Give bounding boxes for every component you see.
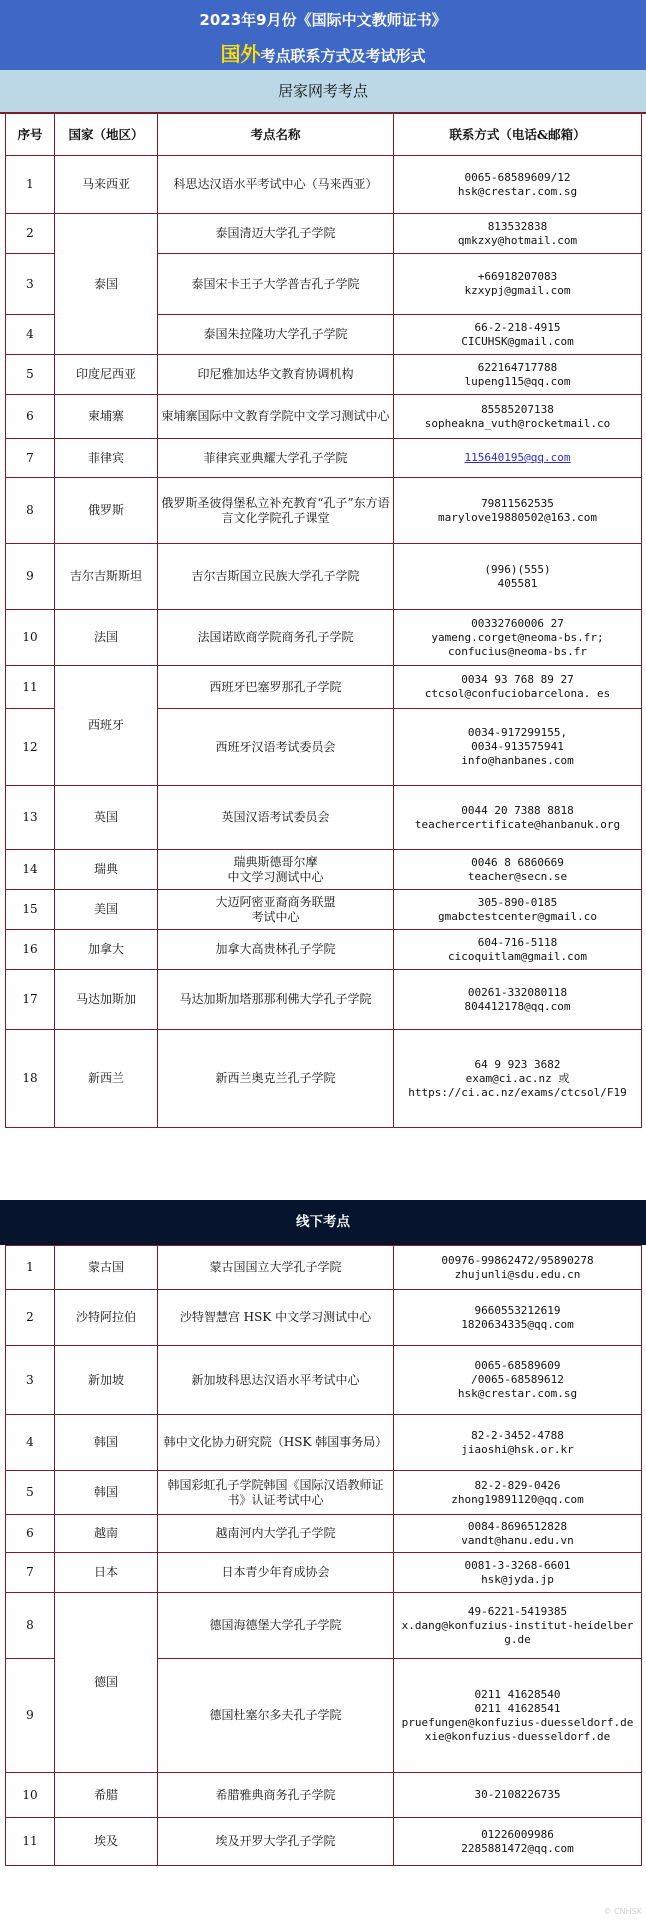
row-number-text: 7 — [26, 450, 34, 465]
subtitle-highlight: 国外 — [220, 42, 261, 66]
country-cell-text: 沙特阿拉伯 — [75, 1310, 136, 1324]
page-title: 2023年9月份《国际中文教师证书》 — [199, 11, 447, 29]
table-row — [6, 1290, 642, 1346]
contact-info — [394, 1346, 642, 1415]
country-cell — [55, 850, 158, 890]
contact-info — [394, 610, 642, 666]
center-name — [158, 1246, 394, 1290]
country-cell — [55, 1773, 158, 1818]
country-cell — [55, 1515, 158, 1553]
center-name-text: 吉尔吉斯国立民族大学孔子学院 — [191, 569, 360, 583]
country-cell-text: 希腊 — [93, 1787, 118, 1802]
table-row — [6, 1818, 642, 1866]
row-number-text: 12 — [22, 739, 38, 754]
contact-info — [394, 1659, 642, 1773]
contact-line: 0065-68589609 — [474, 1359, 561, 1372]
row-number — [6, 1030, 55, 1128]
country-cell-text: 日本 — [93, 1565, 118, 1579]
offline-exam-table — [5, 1245, 642, 1866]
country-cell-text: 埃及 — [93, 1834, 118, 1848]
country-cell — [55, 786, 158, 850]
contact-line: gmabctestcenter@gmail.co — [438, 909, 597, 923]
table-row — [6, 1515, 642, 1553]
row-number — [6, 1415, 55, 1471]
country-cell — [55, 355, 158, 395]
row-number-text: 10 — [22, 630, 38, 644]
country-cell — [55, 395, 158, 439]
center-name — [158, 1415, 394, 1471]
center-name — [158, 1659, 394, 1773]
contact-line: ctcsol@confuciobarcelona. es — [424, 687, 611, 700]
country-cell — [55, 930, 158, 970]
contact-info — [394, 970, 642, 1030]
contact-line: 405581 — [497, 576, 538, 590]
center-name — [158, 315, 394, 355]
row-number-text: 9 — [26, 1708, 34, 1722]
country-cell-text: 新加坡 — [87, 1372, 124, 1387]
row-number-text: 14 — [22, 862, 38, 876]
center-name — [158, 850, 394, 890]
table-row — [6, 1346, 642, 1415]
center-name — [158, 214, 394, 254]
contact-line: 1820634335@qq.com — [461, 1317, 574, 1331]
country-cell — [55, 544, 158, 610]
country-cell-text: 新西兰 — [87, 1071, 124, 1085]
subtitle-rest: 考点联系方式及考试形式 — [260, 47, 426, 65]
contact-line: jiaoshi@hsk.or.kr — [461, 1442, 574, 1456]
center-name — [158, 439, 394, 478]
contact-line: exam@ci.ac.nz 或 — [465, 1071, 570, 1085]
contact-line: 00332760006 27 — [471, 616, 564, 630]
home-section-title: 居家网考考点 — [0, 70, 646, 114]
contact-info — [394, 786, 642, 850]
contact-info — [394, 709, 642, 786]
row-number — [6, 890, 55, 930]
center-name-text: 加拿大高贵林孔子学院 — [215, 942, 336, 956]
row-number-text: 3 — [26, 276, 34, 291]
contact-info — [394, 478, 642, 544]
row-number-text: 5 — [26, 367, 34, 381]
contact-line: vandt@hanu.edu.vn — [461, 1533, 574, 1547]
contact-line: x.dang@konfuzius-institut-heidelberg.de — [401, 1618, 634, 1646]
country-cell — [55, 1818, 158, 1866]
country-cell-text: 西班牙 — [87, 718, 124, 732]
contact-info — [394, 1553, 642, 1593]
contact-line: 49-6221-5419385 — [467, 1604, 568, 1618]
center-name — [158, 1773, 394, 1818]
row-number — [6, 1246, 55, 1290]
table-row — [6, 930, 642, 970]
contact-line: 0034 93 768 89 27 — [461, 673, 574, 686]
column-header: 联系方式（电话&邮箱） — [394, 113, 642, 156]
contact-line: lupeng115@qq.com — [464, 374, 571, 388]
row-number — [6, 610, 55, 666]
country-cell-text: 马来西亚 — [81, 177, 130, 191]
contact-info — [394, 1471, 642, 1515]
contact-line: 66-2-218-4915 — [474, 320, 561, 334]
country-cell — [55, 1290, 158, 1346]
center-name — [158, 1346, 394, 1415]
contact-info — [394, 544, 642, 610]
contact-line: 85585207138 — [481, 402, 554, 416]
country-cell — [55, 478, 158, 544]
contact-info — [394, 1515, 642, 1553]
contact-line: https://ci.ac.nz/exams/ctcsol/F19 — [408, 1085, 627, 1099]
center-name-text: 泰国清迈大学孔子学院 — [215, 226, 336, 240]
table-row — [6, 786, 642, 850]
center-name — [158, 709, 394, 786]
table-row — [6, 355, 642, 395]
country-cell — [55, 1553, 158, 1593]
row-number — [6, 478, 55, 544]
table-row — [6, 890, 642, 930]
country-cell — [55, 666, 158, 786]
row-number-text: 11 — [22, 679, 38, 694]
table-row — [6, 214, 642, 254]
row-number-text: 9 — [26, 569, 34, 583]
contact-line: kzxypj@gmail.com — [464, 284, 571, 297]
country-cell — [55, 439, 158, 478]
center-name — [158, 930, 394, 970]
center-name — [158, 666, 394, 709]
center-name-text: 德国海德堡大学孔子学院 — [209, 1618, 342, 1632]
contact-info — [394, 439, 642, 478]
table-row — [6, 1246, 642, 1290]
row-number — [6, 544, 55, 610]
country-cell-text: 印度尼西亚 — [75, 367, 136, 381]
watermark: © CNHSK — [603, 1907, 642, 1916]
contact-info — [394, 1246, 642, 1290]
row-number — [6, 1553, 55, 1593]
contact-line: teachercertificate@hanbanuk.org — [414, 817, 621, 831]
center-name — [158, 478, 394, 544]
center-name — [158, 1030, 394, 1128]
center-name-text: 埃及开罗大学孔子学院 — [215, 1834, 336, 1848]
table-row — [6, 156, 642, 214]
row-number — [6, 156, 55, 214]
contact-line: zhujunli@sdu.edu.cn — [454, 1267, 581, 1281]
contact-line: 00976-99862472/95890278 — [441, 1253, 594, 1267]
center-name-text: 马达加斯加塔那那利佛大学孔子学院 — [179, 992, 372, 1006]
row-number-text: 6 — [26, 409, 34, 423]
contact-line: 622164717788 — [477, 360, 558, 374]
center-name — [158, 395, 394, 439]
row-number — [6, 1593, 55, 1659]
contact-line: 0034-913575941 — [471, 740, 564, 753]
row-number — [6, 355, 55, 395]
row-number-text: 18 — [22, 1071, 38, 1085]
center-name-text: 印尼雅加达华文教育协调机构 — [197, 367, 354, 381]
row-number-text: 5 — [26, 1485, 34, 1499]
contact-line: 804412178@qq.com — [464, 999, 571, 1013]
center-name-text: 俄罗斯圣彼得堡私立补充教育“孔子”东方语言文化学院孔子课堂 — [161, 495, 390, 525]
contact-line: 30-2108226735 — [474, 1788, 561, 1801]
center-name — [158, 890, 394, 930]
center-name-text: 科思达汉语水平考试中心（马来西亚） — [173, 177, 378, 191]
country-cell-text: 韩国 — [93, 1435, 118, 1449]
contact-line: 604-716-5118 — [477, 935, 558, 949]
country-cell — [55, 1346, 158, 1415]
contact-info — [394, 850, 642, 890]
contact-info — [394, 1415, 642, 1471]
country-cell-text: 瑞典 — [93, 862, 118, 876]
contact-info — [394, 395, 642, 439]
contact-line: 0081-3-3268-6601 — [464, 1558, 571, 1572]
table-row — [6, 439, 642, 478]
contact-line: 0034-917299155, — [467, 726, 568, 739]
row-number — [6, 930, 55, 970]
row-number-text: 4 — [26, 327, 34, 341]
contact-line: confucius@neoma-bs.fr — [447, 644, 588, 658]
row-number — [6, 439, 55, 478]
center-name-text: 泰国朱拉隆功大学孔子学院 — [203, 327, 348, 341]
row-number — [6, 1515, 55, 1553]
contact-info — [394, 930, 642, 970]
contact-line: sopheakna_vuth@rocketmail.co — [424, 416, 611, 430]
contact-line[interactable]: 115640195@qq.com — [464, 451, 571, 464]
center-name-text: 瑞典斯德哥尔摩 — [233, 854, 318, 869]
contact-line: 813532838 — [487, 219, 548, 233]
center-name-text: 泰国宋卡王子大学普吉孔子学院 — [191, 276, 360, 291]
country-cell — [55, 1593, 158, 1773]
center-name — [158, 610, 394, 666]
contact-info — [394, 1818, 642, 1866]
center-name — [158, 1818, 394, 1866]
country-cell-text: 韩国 — [93, 1485, 118, 1499]
center-name — [158, 1471, 394, 1515]
center-name-text: 德国杜塞尔多夫孔子学院 — [209, 1708, 342, 1722]
row-number — [6, 850, 55, 890]
table-row — [6, 395, 642, 439]
column-header: 考点名称 — [158, 113, 394, 156]
contact-line: teacher@secn.se — [467, 869, 568, 883]
contact-info — [394, 1290, 642, 1346]
row-number — [6, 970, 55, 1030]
row-number-text: 4 — [26, 1435, 34, 1449]
center-name — [158, 1290, 394, 1346]
center-name — [158, 786, 394, 850]
contact-info — [394, 890, 642, 930]
contact-line: 9660553212619 — [474, 1303, 561, 1317]
table-row — [6, 544, 642, 610]
center-name-text: 英国汉语考试委员会 — [221, 810, 330, 824]
row-number — [6, 666, 55, 709]
center-name-text: 大迈阿密亚裔商务联盟 — [215, 894, 336, 909]
row-number — [6, 1290, 55, 1346]
page-header — [0, 0, 646, 70]
center-name-text: 新加坡科思达汉语水平考试中心 — [191, 1372, 360, 1387]
row-number-text: 16 — [22, 942, 38, 956]
row-number-text: 8 — [26, 1618, 34, 1632]
country-cell-text: 菲律宾 — [87, 450, 124, 465]
country-cell-text: 吉尔吉斯斯坦 — [69, 569, 142, 583]
row-number-text: 13 — [22, 810, 38, 824]
contact-line: pruefungen@konfuzius-duesseldorf.de — [401, 1715, 634, 1729]
country-cell-text: 德国 — [93, 1675, 118, 1689]
contact-line: marylove19880502@163.com — [438, 510, 597, 524]
row-number-text: 3 — [26, 1372, 34, 1387]
country-cell — [55, 970, 158, 1030]
center-name — [158, 1553, 394, 1593]
country-cell — [55, 156, 158, 214]
row-number-text: 8 — [26, 503, 34, 517]
center-name — [158, 1515, 394, 1553]
contact-info — [394, 1593, 642, 1659]
contact-line: 0044 20 7388 8818 — [461, 803, 574, 817]
center-name — [158, 355, 394, 395]
country-cell — [55, 1246, 158, 1290]
country-cell-text: 马达加斯加 — [75, 992, 136, 1006]
contact-line: 0211 41628541 — [474, 1701, 561, 1715]
contact-line: 0211 41628540 — [474, 1687, 561, 1701]
center-name — [158, 544, 394, 610]
table-row — [6, 850, 642, 890]
row-number-text: 7 — [26, 1565, 34, 1579]
contact-line: 01226009986 — [481, 1827, 554, 1841]
row-number — [6, 1659, 55, 1773]
contact-line: +66918207083 — [477, 270, 558, 283]
contact-line: 82-2-829-0426 — [474, 1478, 561, 1492]
row-number-text: 2 — [26, 226, 34, 240]
contact-line: CICUHSK@gmail.com — [461, 334, 574, 348]
center-name-text: 韩中文化协力研究院（HSK 韩国事务局） — [163, 1435, 388, 1449]
country-cell-text: 英国 — [93, 810, 118, 824]
contact-line: hsk@crestar.com.sg — [457, 1387, 578, 1400]
table-row — [6, 478, 642, 544]
contact-line: zhong19891120@qq.com — [451, 1492, 584, 1506]
center-name — [158, 970, 394, 1030]
contact-line: hsk@jyda.jp — [481, 1572, 554, 1586]
center-name-text: 蒙古国国立大学孔子学院 — [209, 1260, 342, 1274]
row-number — [6, 315, 55, 355]
row-number-text: 10 — [22, 1787, 38, 1802]
center-name — [158, 1593, 394, 1659]
row-number-text: 6 — [26, 1526, 34, 1540]
contact-line: 2285881472@qq.com — [461, 1841, 574, 1855]
contact-info — [394, 1030, 642, 1128]
row-number — [6, 709, 55, 786]
country-cell — [55, 610, 158, 666]
contact-line: info@hanbanes.com — [461, 754, 574, 767]
row-number — [6, 254, 55, 315]
center-name-text: 希腊雅典商务孔子学院 — [215, 1787, 336, 1802]
center-name-text: 菲律宾亚典耀大学孔子学院 — [203, 450, 348, 465]
contact-line: 00261-332080118 — [467, 985, 568, 999]
contact-info — [394, 156, 642, 214]
table-row — [6, 1773, 642, 1818]
center-name-text: 沙特智慧宫 HSK 中文学习测试中心 — [179, 1310, 372, 1324]
column-header: 国家（地区） — [55, 113, 158, 156]
country-cell — [55, 1030, 158, 1128]
contact-info — [394, 666, 642, 709]
row-number-text: 17 — [22, 992, 38, 1006]
center-name — [158, 254, 394, 315]
country-cell-text: 柬埔寨 — [87, 409, 124, 423]
country-cell-text: 法国 — [93, 630, 118, 644]
table-row — [6, 666, 642, 709]
country-cell-text: 泰国 — [93, 276, 118, 291]
row-number-text: 11 — [22, 1834, 38, 1848]
table-row — [6, 1593, 642, 1659]
center-name-text: 西班牙巴塞罗那孔子学院 — [209, 679, 342, 694]
contact-line: 0065-68589609/12 — [464, 170, 571, 184]
center-name-text: 柬埔寨国际中文教育学院中文学习测试中心 — [161, 409, 390, 423]
center-name-text: 日本青少年育成协会 — [221, 1565, 330, 1579]
contact-info — [394, 355, 642, 395]
center-name-text: 西班牙汉语考试委员会 — [215, 739, 336, 754]
contact-line: (996)(555) — [484, 562, 551, 576]
contact-info — [394, 214, 642, 254]
row-number-text: 15 — [22, 902, 38, 916]
contact-line: 0046 8 6860669 — [471, 855, 564, 869]
contact-line: hsk@crestar.com.sg — [457, 184, 578, 198]
country-cell — [55, 214, 158, 355]
contact-line: cicoquitlam@gmail.com — [447, 949, 588, 963]
center-name-text: 新西兰奥克兰孔子学院 — [215, 1071, 336, 1085]
country-cell-text: 美国 — [93, 902, 118, 916]
row-number-text: 1 — [26, 177, 34, 191]
offline-section-title: 线下考点 — [0, 1200, 646, 1245]
row-number-text: 2 — [26, 1310, 34, 1324]
contact-line: 64 9 923 3682 — [474, 1057, 561, 1071]
country-cell-text: 蒙古国 — [87, 1260, 124, 1274]
table-row — [6, 970, 642, 1030]
contact-line: yameng.corget@neoma-bs.fr; — [431, 630, 604, 644]
table-row — [6, 1553, 642, 1593]
table-row — [6, 1030, 642, 1128]
center-name-text: 越南河内大学孔子学院 — [215, 1526, 336, 1540]
contact-line: 0084-8696512828 — [467, 1519, 568, 1533]
home-exam-table — [5, 112, 642, 1128]
table-row — [6, 1471, 642, 1515]
contact-line: qmkzxy@hotmail.com — [457, 233, 578, 247]
contact-line: 305-890-0185 — [477, 895, 558, 909]
row-number — [6, 1818, 55, 1866]
contact-info — [394, 254, 642, 315]
contact-info — [394, 1773, 642, 1818]
country-cell-text: 加拿大 — [87, 942, 124, 956]
country-cell-text: 越南 — [93, 1526, 118, 1540]
contact-info — [394, 315, 642, 355]
country-cell — [55, 1415, 158, 1471]
center-name-text: 中文学习测试中心 — [227, 869, 324, 884]
row-number-text: 1 — [26, 1260, 34, 1274]
table-row — [6, 610, 642, 666]
center-name-text: 法国诺欧商学院商务孔子学院 — [197, 630, 354, 644]
row-number — [6, 786, 55, 850]
column-header: 序号 — [6, 113, 55, 156]
contact-line: 82-2-3452-4788 — [471, 1428, 564, 1442]
table-row — [6, 1415, 642, 1471]
row-number — [6, 1773, 55, 1818]
table-header-row — [6, 113, 642, 156]
contact-line: xie@konfuzius-duesseldorf.de — [424, 1729, 611, 1743]
row-number — [6, 214, 55, 254]
country-cell — [55, 1471, 158, 1515]
row-number — [6, 1346, 55, 1415]
contact-line: 79811562535 — [481, 496, 554, 510]
row-number — [6, 395, 55, 439]
row-number — [6, 1471, 55, 1515]
contact-line: /0065-68589612 — [471, 1373, 564, 1386]
country-cell-text: 俄罗斯 — [87, 503, 124, 517]
country-cell — [55, 890, 158, 930]
center-name — [158, 156, 394, 214]
center-name-text: 考试中心 — [251, 909, 300, 924]
page-subtitle — [0, 38, 646, 67]
center-name-text: 韩国彩虹孔子学院韩国《国际汉语教师证书》认证考试中心 — [167, 1477, 384, 1507]
